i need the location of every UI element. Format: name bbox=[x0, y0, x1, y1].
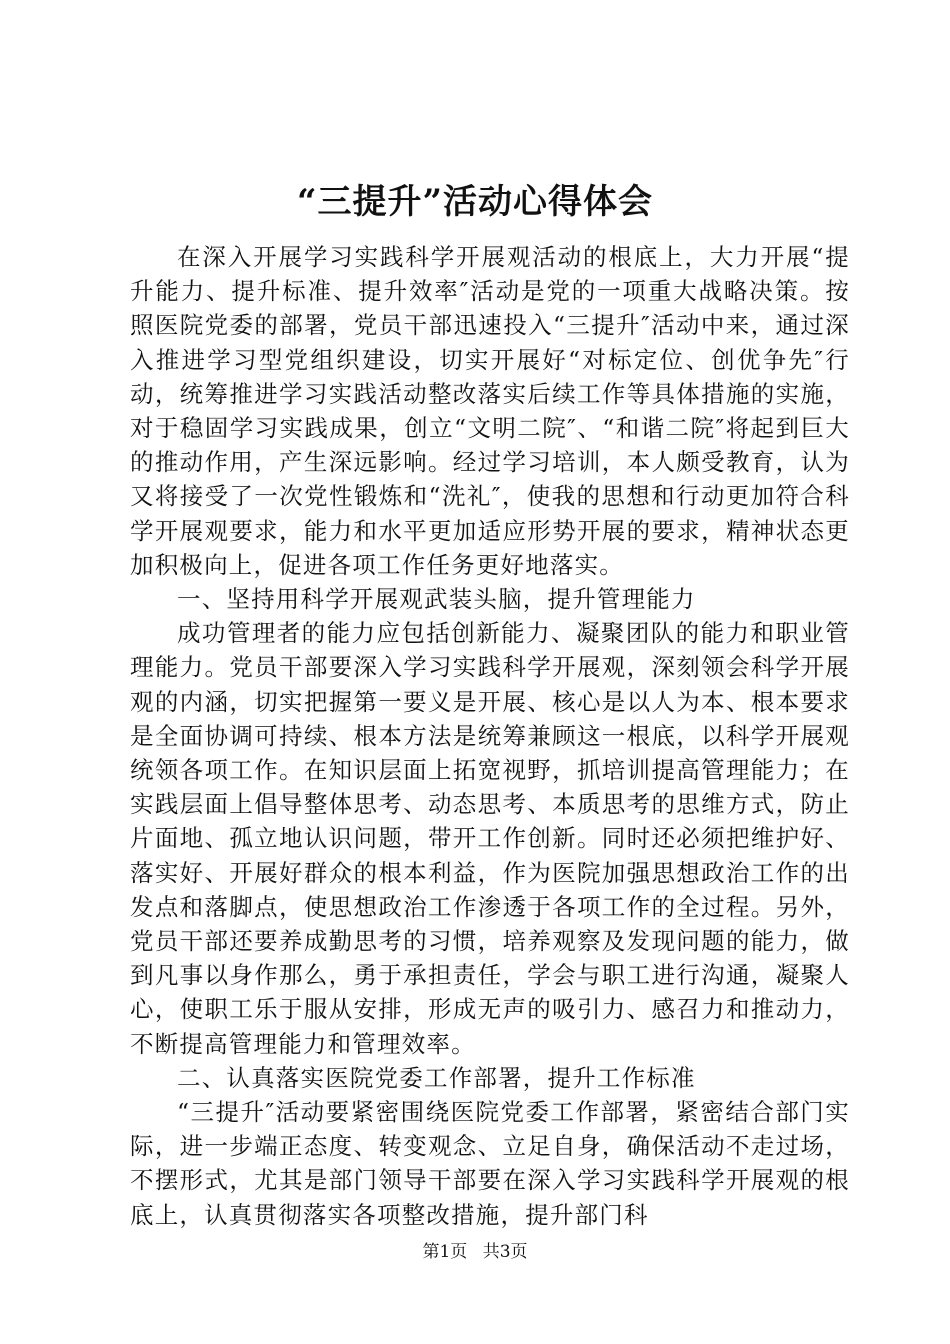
document-body bbox=[130, 240, 850, 1232]
document-title: “三提升”活动心得体会 bbox=[296, 182, 654, 222]
page-footer bbox=[0, 1240, 950, 1264]
page-total: 共3页 bbox=[482, 1242, 528, 1262]
paragraph-intro: 在深入开展学习实践科学开展观活动的根底上，大力开展“提升能力、提升标准、提升效率″活动是党的一项重大战略决策。按照医院党委的部署，党员干部迅速投入“三提升″活动中来，通过深入推进学习型党组织建设，切实开展好“对标定位、创优争先″行动，统筹推进学习实践活动整改落实后续工作等具体措施的实施，对于稳固学习实践成果，创立“文明二院″、“和谐二院″将起到巨大的推动作用，产生深远影响。经过学习培训，本人颇受教育，认为又将接受了一次党性锻炼和“洗礼″，使我的思想和行动更加符合科学开展观要求，能力和水平更加适应形势开展的要求，精神状态更加积极向上，促进各项工作任务更好地落实。 bbox=[130, 243, 850, 579]
section-heading-2: 二、认真落实医院党委工作部署，提升工作标准 bbox=[177, 1063, 696, 1092]
paragraph-section-2: “三提升″活动要紧密围绕医院党委工作部署，紧密结合部门实际，进一步端正态度、转变观念、立足自身，确保活动不走过场，不摆形式，尤其是部门领导干部要在深入学习实践科学开展观的根底上，认真贯彻落实各项整改措施，提升部门科 bbox=[130, 1098, 850, 1229]
paragraph-section-1: 成功管理者的能力应包括创新能力、凝聚团队的能力和职业管理能力。党员干部要深入学习实践科学开展观，深刻领会科学开展观的内涵，切实把握第一要义是开展、核心是以人为本、根本要求是全面协调可持续、根本方法是统筹兼顾这一根底，以科学开展观统领各项工作。在知识层面上拓宽视野，抓培训提高管理能力；在实践层面上倡导整体思考、动态思考、本质思考的思维方式，防止片面地、孤立地认识问题，带开工作创新。同时还必须把维护好、落实好、开展好群众的根本利益，作为医院加强思想政治工作的出发点和落脚点，使思想政治工作渗透于各项工作的全过程。另外，党员干部还要养成勤思考的习惯，培养观察及发现问题的能力，做到凡事以身作那么，勇于承担责任，学会与职工进行沟通，凝聚人心，使职工乐于服从安排，形成无声的吸引力、感召力和推动力，不断提高管理能力和管理效率。 bbox=[130, 619, 850, 1058]
section-heading-1: 一、坚持用科学开展观武装头脑，提升管理能力 bbox=[177, 585, 696, 614]
page-number: 第1页 bbox=[422, 1242, 468, 1262]
